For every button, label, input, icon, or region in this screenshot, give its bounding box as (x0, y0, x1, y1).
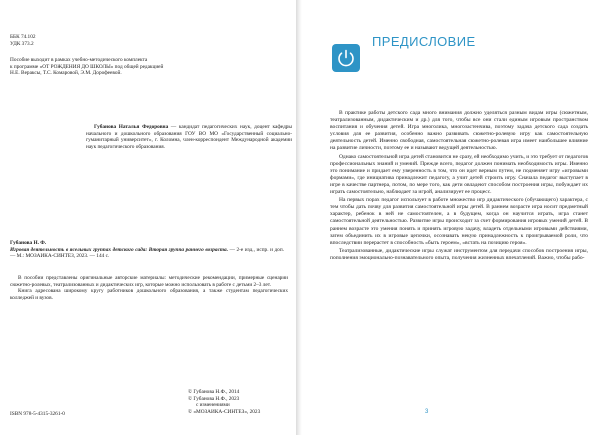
bbk-code: ББК 74.102 (10, 34, 36, 40)
catalog-entry-body (10, 247, 284, 260)
catalog-title: Игровая деятельность в ясельных группах детского сада: Вторая группа раннего возраста. (10, 246, 229, 253)
series-note-line: Пособие выходит в рамках учебно-методического комплекта (10, 57, 148, 63)
page-number: 3 (425, 409, 429, 415)
catalog-publication: — 2-е изд., испр. и доп. — М.: МОЗАИКА-СИНТЕЗ, 2023. — 144 с. (10, 246, 284, 260)
power-icon (332, 44, 360, 72)
copyright-block (188, 389, 298, 415)
author-info (86, 124, 292, 150)
author-description: — кандидат педагогических наук, доцент кафедры начального и дошкольного образования ГОУ ВО МО «Государственный социально-гуманитарный университет», г. Коломна, член-корреспондент Международной академии наук педагогического образования. (86, 124, 292, 150)
annotation-paragraph: В пособии представлены оригинальные авторские материалы: методические рекомендации, примерные сценарии сюжетно-ролевых, театрализованных и дидактических игр, которые можно использовать в работе с детьми 2–3 лет. (10, 275, 288, 288)
preface-paragraph: Театрализованные, дидактические игры служат инструментом для передачи способов построения игры, пополнения эмоционально-познавательного опыта, получения жизненных впечатлений. Важно, чтобы рабо- (330, 247, 588, 261)
copyright-line: © Губанова Н.Ф., 2023 (188, 395, 240, 402)
catalog-author: Губанова Н. Ф. (10, 240, 47, 246)
annotation-paragraph: Книга адресована широкому кругу работников дошкольного образования, а также студентам педагогических колледжей и вузов. (10, 288, 288, 301)
copyright-line: © Губанова Н.Ф., 2014 (188, 389, 240, 395)
preface-text (330, 110, 588, 262)
series-note-line: к программе «ОТ РОЖДЕНИЯ ДО ШКОЛЫ» под общей редакцией (10, 63, 164, 70)
annotation (10, 275, 288, 301)
series-note (10, 57, 260, 77)
copyright-line: © «МОЗАИКА-СИНТЕЗ», 2023 (188, 408, 261, 415)
udk-code: УДК 373.2 (10, 40, 34, 47)
imprint-page (0, 0, 296, 435)
isbn: ISBN 978-5-4315-3261-0 (10, 411, 65, 417)
page-title: ПРЕДИСЛОВИЕ (372, 34, 476, 49)
preface-paragraph: На первых порах педагог использует в работе множество игр дидактического (обучающего) характера, с тем чтобы дать почву для развития самостоятельной игры детей. В раннем возрасте игра носит предметный характер, ребенок в ней не самостоятелен, а в будущем, когда он научится играть, игра станет самостоятельной деятельностью. Развитие игры происходит за счет формирования игровых умений детей. В раннем возрасте это умения понять и принять игровую задачу, владеть отдельными игровыми действиями, затем объединить их в игровые цепочки, осознавать некую принадлежность к проигрываемой роли, что впоследствии перерастет в способность «быть героем», «встать на позицию героя». (330, 197, 588, 246)
catalog-entry (10, 240, 284, 260)
series-note-line: Н.Е. Вераксы, Т.С. Комаровой, Э.М. Дорофеевой. (10, 70, 122, 77)
preface-paragraph: Однако самостоятельной игра детей становится не сразу, ей необходимо учить, и это требует от педагогов профессиональных знаний и умений. Прежде всего, педагог должен понимать необходимость игры. Именно это понимание и придает ему уверенность в том, что он идет верным путем, не подменяет игру «игровыми формами», где инициатива принадлежит педагогу, а учит детей строить игру. Сначала педагог выступает в игре в качестве партнера, потом, по мере того, как дети овладеют способом построения игры, побуждает их играть самостоятельно, наблюдает за игрой, анализирует ее процесс. (330, 153, 588, 196)
bbk-udk-block (10, 34, 130, 47)
preface-paragraph: В практике работы детского сада много внимания должно уделяться разным видам игры (сюжетным, театрализованным, дидактическим и др.) для того, чтобы все они стали единым игровым пространством воспитания и обучения детей. Игра многолика, многозастенчива, поэтому задача детского сада создать условия для ее развития, особенно важно развивать сюжетно-ролевую игру как самостоятельную деятельность детей. Именно свободная, самостоятельная сюжетно-ролевая игра имеет наибольшее влияние на развитие личности, поэтому ее и называют ведущей деятельностью. (330, 110, 588, 152)
copyright-line: с изменениями (196, 402, 230, 409)
author-name: Губанова Наталья Федоровна (94, 124, 169, 130)
